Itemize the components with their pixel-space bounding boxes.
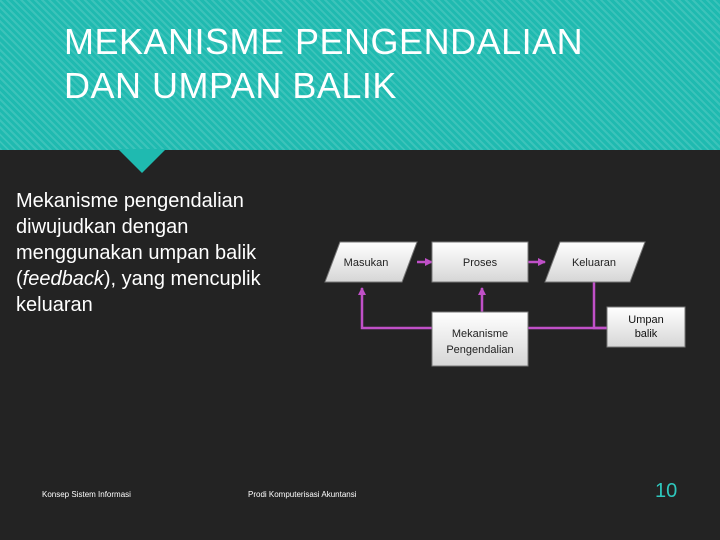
- body-text-italic: feedback: [22, 268, 104, 290]
- footer-left: Konsep Sistem Informasi: [42, 490, 131, 499]
- node-umpan-line2: balik: [634, 328, 658, 340]
- node-mekanisme-pengendalian: [432, 312, 528, 366]
- node-mekanisme-line1: Mekanisme: [451, 328, 509, 340]
- node-umpan-line1: Umpan: [628, 314, 664, 326]
- node-proses-label: Proses: [462, 257, 498, 269]
- body-text-start: Mekanisme pengendalian diwujudkan dengan menggunakan umpan balik (: [16, 190, 257, 290]
- node-keluaran: [545, 242, 645, 282]
- body-text-end: ), yang mencuplik keluaran: [16, 268, 261, 316]
- node-umpan-balik: [607, 307, 685, 347]
- node-keluaran-label: Keluaran: [571, 257, 617, 269]
- line-keluaran-umpan: [594, 282, 607, 328]
- slide-title: MEKANISME PENGENDALIAN DAN UMPAN BALIK: [64, 21, 584, 106]
- node-masukan-label: Masukan: [343, 257, 389, 269]
- page-number: 10: [655, 480, 678, 502]
- node-mekanisme-line2: Pengendalian: [446, 344, 514, 356]
- node-masukan: [325, 242, 417, 282]
- node-proses: [432, 242, 528, 282]
- arrow-mekanisme-masukan: [362, 288, 432, 328]
- footer-center: Prodi Komputerisasi Akuntansi: [248, 490, 357, 499]
